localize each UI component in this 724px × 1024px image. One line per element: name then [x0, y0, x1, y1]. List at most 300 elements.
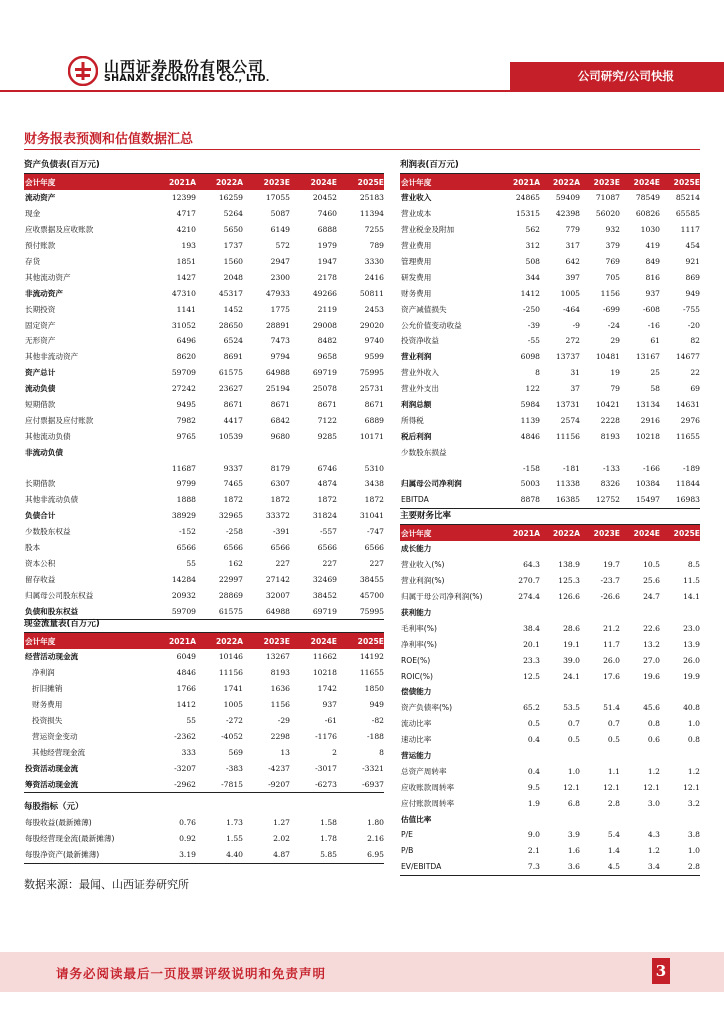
- row-value: 19.1: [563, 639, 580, 649]
- row-value: 8.5: [687, 560, 700, 570]
- row-label: 每股收益(最新摊薄): [25, 818, 92, 828]
- row-label: P/E: [401, 830, 413, 840]
- row-value: 78549: [635, 193, 660, 203]
- row-value: 769: [605, 257, 620, 266]
- row-value: 3.9: [567, 830, 580, 840]
- row-value: 6566: [364, 543, 384, 553]
- column-header-year: 2025E: [660, 174, 700, 190]
- row-value: -61: [324, 716, 337, 725]
- row-value: 7.3: [527, 862, 540, 872]
- cashflow-table: [24, 617, 384, 793]
- row-label: EBITDA: [401, 495, 429, 505]
- row-label: 营运资金变动: [32, 731, 78, 741]
- row-value: 45.6: [643, 703, 660, 713]
- row-value: [540, 684, 580, 700]
- row-value: 1.80: [367, 818, 384, 828]
- row-value: 162: [228, 558, 243, 568]
- row-value: 9765: [176, 431, 196, 441]
- row-value: -464: [562, 304, 580, 314]
- row-label: 流动资产: [25, 193, 56, 203]
- row-value: 20932: [171, 590, 196, 600]
- column-header-label: 会计年度: [400, 174, 500, 190]
- table-row: [24, 713, 384, 729]
- row-value: 2947: [270, 257, 290, 266]
- row-value: 19: [610, 368, 620, 378]
- row-value: 55: [186, 558, 196, 568]
- table-row: [400, 636, 700, 652]
- row-value: 10.5: [643, 560, 660, 570]
- row-value: 12.5: [523, 671, 540, 681]
- section-label: 公司研究/公司快报: [577, 69, 674, 83]
- row-value: 0.7: [567, 719, 580, 729]
- column-header-label: 会计年度: [400, 525, 500, 541]
- row-value: 4.87: [273, 850, 290, 860]
- row-value: 3330: [364, 257, 384, 266]
- row-value: 10481: [595, 352, 620, 362]
- row-value: 569: [228, 747, 243, 757]
- row-value: 31041: [359, 511, 384, 521]
- row-value: 16983: [675, 495, 700, 505]
- row-value: 562: [525, 225, 540, 235]
- financial-ratios-title: 主要财务比率: [400, 509, 700, 525]
- row-value: -3017: [315, 763, 337, 773]
- table-row: [400, 349, 700, 365]
- row-value: 64988: [265, 368, 290, 378]
- row-value: -9207: [268, 779, 290, 789]
- row-value: 4417: [223, 415, 243, 425]
- row-value: [243, 444, 290, 460]
- row-label: 留存收益: [25, 574, 56, 584]
- row-label: 其他非流动资产: [25, 352, 79, 362]
- row-value: [500, 748, 540, 764]
- row-value: 0.8: [687, 735, 700, 745]
- row-value: 1.73: [226, 818, 243, 828]
- row-value: 1888: [176, 495, 196, 505]
- table-row: [24, 349, 384, 365]
- table-row: [400, 716, 700, 732]
- table-row: [400, 795, 700, 811]
- row-value: 59409: [555, 193, 580, 203]
- row-value: 32007: [265, 590, 290, 600]
- table-row: [400, 317, 700, 333]
- row-value: 8691: [223, 352, 243, 362]
- row-value: 10218: [312, 668, 337, 678]
- row-value: 10421: [595, 400, 620, 410]
- row-value: 85214: [675, 193, 700, 203]
- row-value: 1427: [176, 272, 196, 282]
- row-value: 1560: [223, 257, 243, 266]
- table-row: [24, 412, 384, 428]
- row-value: 6566: [270, 543, 290, 553]
- row-value: 12.1: [643, 782, 660, 792]
- row-value: 1.55: [226, 834, 243, 844]
- row-value: 4874: [317, 479, 337, 489]
- row-value: 6842: [270, 415, 290, 425]
- row-value: 1872: [364, 495, 384, 505]
- row-value: 56020: [595, 209, 620, 219]
- table-row: [24, 190, 384, 206]
- row-value: 2453: [364, 304, 384, 314]
- row-label: [400, 460, 500, 476]
- row-value: [620, 811, 660, 827]
- row-value: 2048: [223, 272, 243, 282]
- row-label: 总资产周转率: [401, 766, 447, 776]
- row-value: 9740: [364, 336, 384, 346]
- row-value: [580, 605, 620, 621]
- row-value: -6273: [315, 779, 337, 789]
- income-statement-table: [400, 158, 700, 509]
- table-row: [24, 831, 384, 847]
- row-value: 31824: [312, 511, 337, 521]
- row-value: -16: [647, 320, 660, 330]
- row-value: [660, 748, 700, 764]
- row-value: [620, 684, 660, 700]
- row-label: 营业收入: [401, 193, 432, 203]
- row-value: 9794: [270, 352, 290, 362]
- table-row: [24, 540, 384, 556]
- table-row: [400, 333, 700, 349]
- row-value: 28869: [218, 590, 243, 600]
- column-header-year: 2023E: [243, 174, 290, 190]
- row-value: 572: [275, 241, 290, 251]
- row-value: 1.9: [527, 798, 540, 808]
- row-label: 成长能力: [401, 544, 432, 554]
- row-value: -391: [272, 527, 290, 537]
- row-value: 32469: [312, 574, 337, 584]
- row-value: 19.9: [683, 671, 700, 681]
- row-label: 估值比率: [401, 814, 432, 824]
- column-header-year: 2023E: [580, 525, 620, 541]
- row-value: 55: [186, 716, 196, 725]
- row-value: 1979: [317, 241, 337, 251]
- row-value: 379: [605, 241, 620, 251]
- row-value: 5264: [223, 209, 243, 219]
- table-row: [400, 589, 700, 605]
- row-value: 28650: [218, 320, 243, 330]
- row-value: 1139: [520, 415, 540, 425]
- row-value: 14631: [675, 400, 700, 410]
- balance-sheet-title: 资产负债表(百万元): [24, 158, 384, 174]
- column-header-year: 2022A: [540, 525, 580, 541]
- table-row: [400, 827, 700, 843]
- row-value: 6.8: [567, 798, 580, 808]
- row-value: -23.7: [600, 576, 620, 586]
- row-value: 5003: [520, 479, 540, 489]
- row-label: 存货: [25, 257, 41, 266]
- table-row: [400, 492, 700, 508]
- row-label: 财务费用: [32, 700, 63, 710]
- row-value: 270.7: [518, 576, 540, 586]
- row-value: 2.02: [273, 834, 290, 844]
- row-value: 5087: [270, 209, 290, 219]
- row-value: [620, 444, 660, 460]
- row-value: 138.9: [558, 560, 580, 570]
- table-row: [400, 620, 700, 636]
- row-label: 负债合计: [25, 511, 56, 521]
- table-header-row: [400, 174, 700, 190]
- row-value: 13167: [635, 352, 660, 362]
- row-value: [196, 444, 243, 460]
- table-row: [24, 365, 384, 381]
- row-value: 28.6: [563, 623, 580, 633]
- column-header-year: 2022A: [196, 633, 243, 649]
- row-value: 50811: [359, 288, 384, 298]
- row-value: [580, 541, 620, 557]
- column-header-year: 2021A: [149, 633, 196, 649]
- row-value: 9658: [317, 352, 337, 362]
- row-value: 13.2: [643, 639, 660, 649]
- row-value: 1850: [364, 684, 384, 694]
- row-value: 6149: [270, 225, 290, 235]
- row-value: 24865: [515, 193, 540, 203]
- row-value: 12399: [171, 193, 196, 203]
- row-value: 4717: [176, 209, 196, 219]
- row-value: 1741: [223, 684, 243, 694]
- table-row: [400, 476, 700, 492]
- row-value: 1.0: [567, 766, 580, 776]
- row-value: 1947: [317, 257, 337, 266]
- row-value: 11156: [555, 431, 580, 441]
- row-value: 272: [565, 336, 580, 346]
- row-value: -4052: [221, 731, 243, 741]
- row-value: 3.0: [647, 798, 660, 808]
- row-value: 1742: [317, 684, 337, 694]
- row-label: 所得税: [401, 415, 424, 425]
- row-value: 1005: [560, 288, 580, 298]
- table-bottom-rule: [24, 792, 384, 793]
- table-row: [400, 397, 700, 413]
- table-row: [24, 301, 384, 317]
- row-value: 14192: [359, 652, 384, 662]
- row-value: 13.9: [683, 639, 700, 649]
- page-title: 财务报表预测和估值数据汇总: [24, 132, 194, 147]
- table-row: [400, 748, 700, 764]
- row-value: 6.95: [367, 850, 384, 860]
- row-value: 45317: [218, 288, 243, 298]
- row-label: 其他流动负债: [25, 431, 71, 441]
- row-value: 38452: [312, 590, 337, 600]
- row-value: [580, 748, 620, 764]
- row-value: 8620: [176, 352, 196, 362]
- row-value: 6889: [364, 415, 384, 425]
- row-label: 流动负债: [25, 384, 56, 394]
- row-value: 11338: [555, 479, 580, 489]
- row-value: 10539: [218, 431, 243, 441]
- row-value: 2298: [270, 731, 290, 741]
- row-value: 1872: [317, 495, 337, 505]
- row-value: [500, 605, 540, 621]
- row-value: 1.2: [687, 766, 700, 776]
- row-value: [660, 605, 700, 621]
- row-value: 71087: [595, 193, 620, 203]
- row-value: 126.6: [558, 592, 580, 602]
- row-label: 投资净收益: [401, 336, 439, 346]
- row-value: 20.1: [523, 639, 540, 649]
- row-value: 317: [565, 241, 580, 251]
- row-value: -2962: [174, 779, 196, 789]
- table-row: [24, 681, 384, 697]
- table-row: [400, 843, 700, 859]
- row-value: [290, 444, 337, 460]
- row-value: 0.6: [647, 735, 660, 745]
- row-value: 49266: [312, 288, 337, 298]
- row-value: 8482: [317, 336, 337, 346]
- row-value: 3.19: [179, 850, 196, 860]
- row-value: -152: [178, 527, 196, 537]
- row-label: 每股经营现金流(最新摊薄): [25, 834, 115, 844]
- row-value: 397: [565, 272, 580, 282]
- row-value: 1766: [176, 684, 196, 694]
- column-header-year: 2022A: [540, 174, 580, 190]
- row-value: -2362: [174, 731, 196, 741]
- row-value: 75995: [359, 606, 384, 616]
- column-header-year: 2025E: [337, 174, 384, 190]
- row-value: 6566: [176, 543, 196, 553]
- row-label: 短期借款: [25, 400, 56, 410]
- column-header-year: 2021A: [500, 174, 540, 190]
- row-value: 16259: [218, 193, 243, 203]
- row-label: 筹资活动现金流: [25, 779, 79, 789]
- row-value: 32965: [218, 511, 243, 521]
- row-value: [660, 444, 700, 460]
- row-value: 21.2: [603, 623, 620, 633]
- table-row: [24, 492, 384, 508]
- row-label: 非流动资产: [25, 288, 63, 298]
- row-label: 固定资产: [25, 320, 56, 330]
- table-row: [24, 269, 384, 285]
- row-value: 45700: [359, 590, 384, 600]
- column-header-year: 2021A: [500, 525, 540, 541]
- row-label: 负债和股东权益: [25, 606, 79, 616]
- row-value: 1.0: [687, 719, 700, 729]
- table-row: [24, 381, 384, 397]
- row-value: 12.1: [563, 782, 580, 792]
- row-value: 816: [645, 272, 660, 282]
- row-value: 38455: [359, 574, 384, 584]
- row-value: 1117: [680, 225, 700, 235]
- row-value: 19.7: [603, 560, 620, 570]
- row-value: -166: [642, 463, 660, 473]
- row-value: -250: [522, 304, 540, 314]
- row-value: 26.0: [683, 655, 700, 665]
- table-row: [400, 222, 700, 238]
- table-row: [400, 428, 700, 444]
- row-value: -82: [371, 716, 384, 725]
- row-value: 4.40: [226, 850, 243, 860]
- column-header-year: 2024E: [620, 174, 660, 190]
- balance-sheet-table: [24, 158, 384, 620]
- column-header-year: 2025E: [660, 525, 700, 541]
- row-value: 13134: [635, 400, 660, 410]
- table-row: [24, 649, 384, 665]
- row-value: 69: [690, 384, 700, 394]
- row-value: 61575: [218, 368, 243, 378]
- table-row: [400, 269, 700, 285]
- row-value: -755: [682, 304, 700, 314]
- row-label: 营运能力: [401, 751, 432, 761]
- row-label: 归属母公司股东权益: [25, 590, 94, 600]
- row-label: 营业成本: [401, 209, 432, 219]
- row-value: -557: [319, 527, 337, 537]
- row-value: 25194: [265, 384, 290, 394]
- row-value: -383: [225, 763, 243, 773]
- table-row: [400, 238, 700, 254]
- row-value: 2228: [600, 415, 620, 425]
- row-value: 6496: [176, 336, 196, 346]
- column-header-year: 2024E: [290, 633, 337, 649]
- table-row: [400, 541, 700, 557]
- row-value: 51.4: [603, 703, 620, 713]
- row-value: 1412: [176, 700, 196, 710]
- financial-ratios-table: [400, 509, 700, 876]
- row-value: 2574: [560, 415, 580, 425]
- table-row: [24, 744, 384, 760]
- row-value: 2119: [317, 304, 337, 314]
- per-share-table: [24, 800, 384, 864]
- row-value: 2.16: [367, 834, 384, 844]
- row-value: 1.1: [607, 766, 620, 776]
- row-value: 10218: [635, 431, 660, 441]
- row-value: 3.8: [687, 830, 700, 840]
- row-value: 312: [525, 241, 540, 251]
- table-row: [400, 557, 700, 573]
- page-footer: [0, 952, 724, 992]
- row-label: 速动比率: [401, 735, 432, 745]
- table-row: [400, 381, 700, 397]
- row-value: [149, 444, 196, 460]
- row-value: -24: [607, 320, 620, 330]
- row-value: 22997: [218, 574, 243, 584]
- row-value: 28891: [265, 320, 290, 330]
- row-label: 毛利率(%): [401, 623, 437, 633]
- row-value: -29: [277, 716, 290, 725]
- row-label: 少数股东权益: [25, 527, 71, 537]
- row-value: 193: [181, 241, 196, 251]
- row-value: 9.0: [527, 830, 540, 840]
- row-value: 13737: [555, 352, 580, 362]
- row-value: [660, 811, 700, 827]
- row-label: 投资损失: [32, 716, 63, 725]
- row-value: 31: [570, 368, 580, 378]
- row-label: 财务费用: [401, 288, 432, 298]
- row-value: 65585: [675, 209, 700, 219]
- row-value: 7465: [223, 479, 243, 489]
- row-value: 64.3: [523, 560, 540, 570]
- row-value: 8179: [270, 463, 290, 473]
- row-label: 归属于母公司净利润(%): [401, 592, 483, 602]
- row-value: -747: [366, 527, 384, 537]
- row-value: 82: [690, 336, 700, 346]
- table-row: [24, 285, 384, 301]
- column-header-year: 2023E: [580, 174, 620, 190]
- table-row: [24, 444, 384, 460]
- row-value: 6307: [270, 479, 290, 489]
- row-value: 11844: [675, 479, 700, 489]
- row-value: 6049: [176, 652, 196, 662]
- row-label: 营业税金及附加: [401, 225, 455, 235]
- column-header-year: 2024E: [290, 174, 337, 190]
- row-value: -189: [682, 463, 700, 473]
- row-label: 应收票据及应收账款: [25, 225, 94, 235]
- row-value: -699: [602, 304, 620, 314]
- row-value: 11687: [171, 463, 196, 473]
- row-value: 23627: [218, 384, 243, 394]
- row-value: 1.4: [607, 846, 620, 856]
- row-value: 1005: [223, 700, 243, 710]
- row-value: 227: [322, 558, 337, 568]
- company-logo-icon: [68, 56, 98, 86]
- row-label: 营业利润: [401, 352, 432, 362]
